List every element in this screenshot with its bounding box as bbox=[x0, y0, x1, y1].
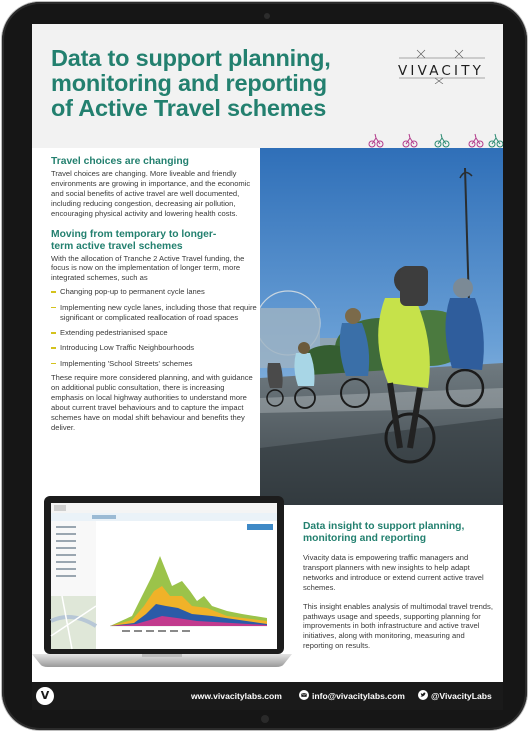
home-button[interactable] bbox=[261, 715, 269, 723]
list-item-text: Introducing Low Traffic Neighbourhoods bbox=[60, 343, 195, 353]
list-item-text: Extending pedestrianised space bbox=[60, 327, 168, 337]
cyclist-icon bbox=[489, 134, 503, 147]
left-column bbox=[51, 156, 257, 433]
section-body-data-insight-2: This insight enables analysis of multimodal travel trends, pathways usage and speeds, supporting planning for improvements in both infrastructure and active travel initiatives, along with monitoring, measuring and reporting on results. bbox=[303, 601, 493, 651]
page-footer bbox=[32, 682, 503, 710]
bullet-dash bbox=[51, 363, 56, 365]
footer-twitter-link[interactable]: @VivacityLabs bbox=[431, 691, 492, 701]
section-body-travel-choices: Travel choices are changing. More liveable and friendly environments are growing in importance, and the economic and social benefits of active travel are well documented, including reducing congestion, decreasing air pollution, encouraging physical activity and lowering health costs. bbox=[51, 169, 251, 218]
cyclist-icon bbox=[403, 134, 417, 147]
laptop-dashboard-image bbox=[32, 496, 292, 671]
scheme-list bbox=[51, 287, 257, 368]
section-intro-longer-term: With the allocation of Tranche 2 Active Travel funding, the focus is now on the implementation of longer term, more integrated schemes, such as bbox=[51, 253, 245, 283]
brochure-page bbox=[32, 24, 503, 710]
cyclist-icon-strip bbox=[362, 130, 503, 148]
tablet-frame bbox=[2, 2, 527, 730]
footer-email-link[interactable]: info@vivacitylabs.com bbox=[312, 691, 405, 701]
footer-website-link[interactable]: www.vivacitylabs.com bbox=[191, 691, 282, 701]
section-heading-longer-term: Moving from temporary to longer-term active travel schemes bbox=[51, 228, 217, 252]
cyclist-icon bbox=[469, 134, 483, 147]
list-item bbox=[51, 328, 257, 338]
list-item bbox=[51, 303, 257, 323]
list-item-text: Implementing new cycle lanes, including those that require significant or complicated reallocation of road spaces bbox=[60, 302, 257, 322]
footer-logo: V bbox=[36, 687, 54, 705]
front-camera bbox=[264, 13, 270, 19]
right-column bbox=[303, 521, 493, 651]
cyclist-icon bbox=[435, 134, 449, 147]
bullet-dash bbox=[51, 332, 56, 334]
section-heading-travel-choices: Travel choices are changing bbox=[51, 156, 189, 167]
cyclists-photo bbox=[260, 148, 503, 505]
bullet-dash bbox=[51, 347, 56, 349]
page-header bbox=[32, 24, 503, 148]
twitter-icon bbox=[418, 690, 428, 700]
cyclist-icon bbox=[369, 134, 383, 147]
section-heading-data-insight: Data insight to support planning, monitoring and reporting bbox=[303, 521, 465, 544]
list-item-text: Changing pop-up to permanent cycle lanes bbox=[60, 287, 205, 297]
list-item bbox=[51, 343, 257, 353]
mail-icon bbox=[299, 690, 309, 700]
bullet-dash bbox=[51, 291, 56, 293]
section-outro-longer-term: These require more considered planning, and with guidance on additional public consultation, there is increasing emphasis on local highway authorities to understand more about current travel behaviours and to capture the impact schemes have on modal shift behaviour and benefits they deliver. bbox=[51, 373, 253, 432]
list-item bbox=[51, 287, 257, 297]
section-body-data-insight-1: Vivacity data is empowering traffic managers and transport planners with new insights to help adapt networks and introduce or extend current active travel schemes. bbox=[303, 553, 484, 592]
page-title: Data to support planning, monitoring and reporting of Active Travel schemes bbox=[51, 45, 331, 121]
bullet-dash bbox=[51, 307, 56, 309]
list-item-text: Implementing 'School Streets' schemes bbox=[60, 358, 193, 368]
vivacity-logo: VIVACITY bbox=[398, 63, 485, 79]
list-item bbox=[51, 359, 257, 369]
